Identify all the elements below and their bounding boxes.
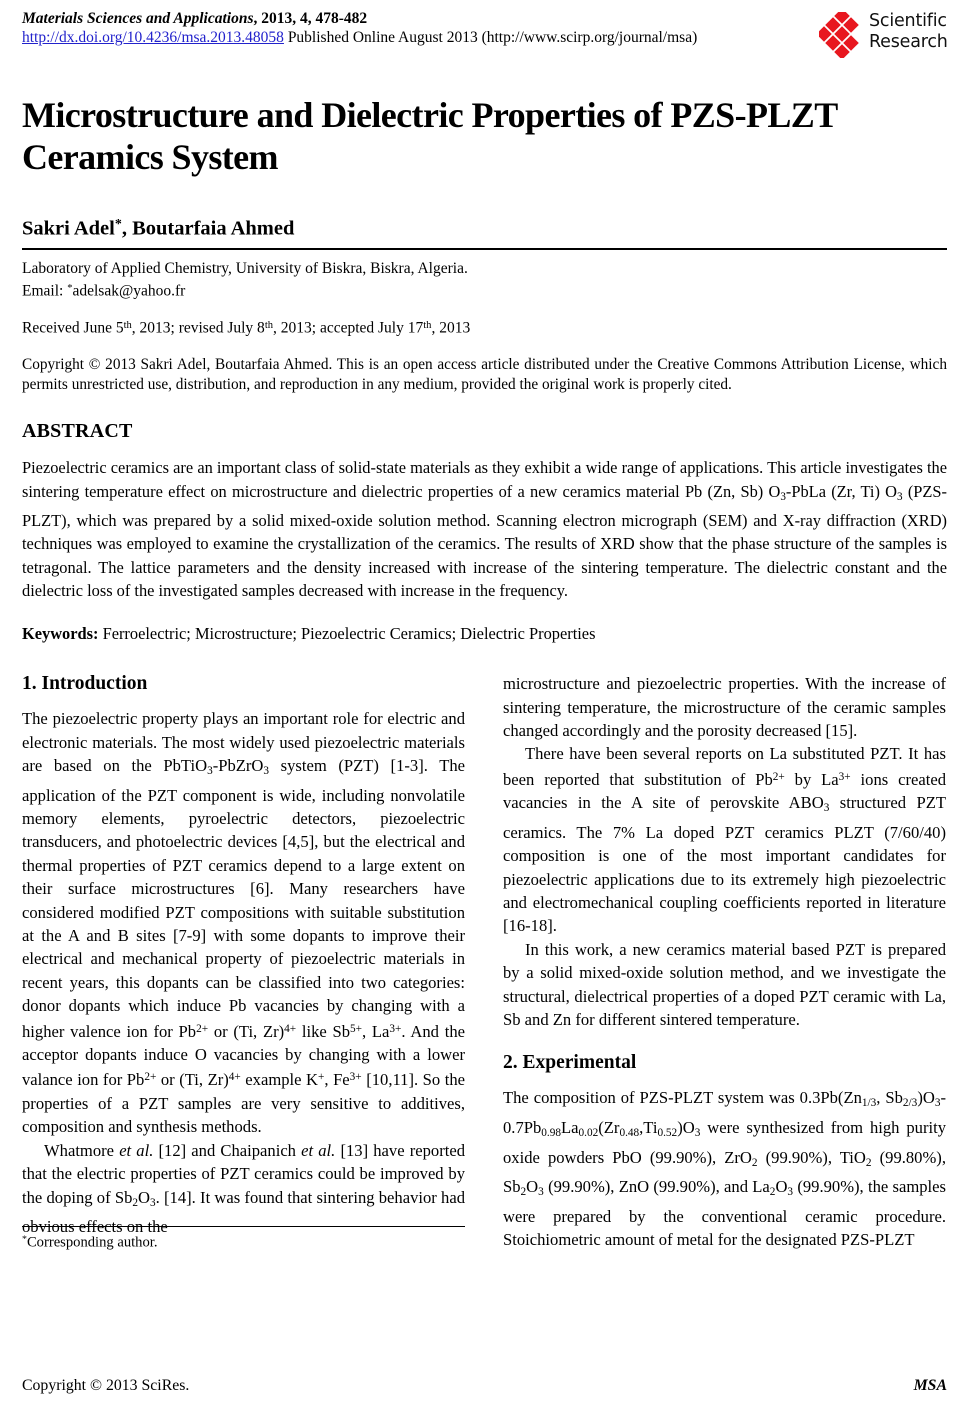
ordinal-th: th bbox=[123, 320, 132, 331]
column-right bbox=[503, 672, 946, 1251]
et-al-italic: et al. bbox=[119, 1140, 154, 1160]
email-marker: * bbox=[67, 282, 73, 294]
email-line: Email: *adelsak@yahoo.fr bbox=[22, 282, 186, 300]
footer-journal-abbrev: MSA bbox=[913, 1377, 947, 1394]
corresponding-author-marker: * bbox=[114, 217, 122, 232]
footnote-block bbox=[22, 1226, 465, 1251]
journal-issue-info: , 2013, 4, 478-482 bbox=[253, 10, 368, 27]
footnote-marker: * bbox=[22, 1234, 27, 1246]
journal-citation-line bbox=[22, 9, 852, 28]
keywords-label: Keywords: bbox=[22, 624, 99, 644]
scientific-research-logo bbox=[817, 8, 953, 62]
masthead-text bbox=[22, 9, 852, 48]
ordinal-th: th bbox=[264, 320, 274, 331]
published-online-note: Published Online August 2013 (http://www.scirp.org/journal/msa) bbox=[283, 29, 698, 46]
paragraph-right-3: In this work, a new ceramics material based PZT is prepared by a solid mixed-oxide solution method, and we investigate the structural, dielectrical properties of a doped PZT ceramic with La, Sb and Zn for different sintered temperature. bbox=[503, 939, 946, 1030]
submission-dates: Received June 5th, 2013; revised July 8th, 2013; accepted July 17th, 2013 bbox=[22, 319, 471, 337]
doi-link[interactable]: http://dx.doi.org/10.4236/msa.2013.48058 bbox=[22, 29, 284, 46]
body-columns bbox=[22, 672, 947, 1251]
author-list: Sakri Adel*, Boutarfaia Ahmed bbox=[22, 217, 295, 240]
logo-line-scientific: Scientific bbox=[869, 11, 947, 31]
copyright-license-paragraph: Copyright © 2013 Sakri Adel, Boutarfaia Ahmed. This is an open access article distributed under the Creative Commons Attribution License, which permits unrestricted use, distribution, and reproduction in any medium, provided the original work is properly cited. bbox=[22, 356, 947, 393]
page-title: Microstructure and Dielectric Properties of PZS-PLZT Ceramics System bbox=[22, 95, 837, 177]
paragraph-right-1: microstructure and piezoelectric properties. With the increase of sintering temperature, the microstructure of the ceramic samples changed accordingly and the porosity decreased [15]. bbox=[503, 674, 946, 740]
author-divider bbox=[22, 248, 947, 250]
footer-copyright: Copyright © 2013 SciRes. bbox=[22, 1377, 190, 1394]
logo-wordmark bbox=[869, 11, 948, 53]
abstract-text: Piezoelectric ceramics are an important class of solid-state materials as they exhibit a wide range of applications. This article investigates the sintering temperature effect on microstructure and dielectric properties of a new ceramics material Pb (Zn, Sb) $O_3$-PbLa (Zr, Ti) $O_3$ (PZS-PLZT), which was prepared by a solid mixed-oxide solution method. Scanning electron micrograph (SEM) and X-ray diffraction (XRD) techniques was employed to examine the crystallization of the ceramics. The results of XRD show that the phase structure of the samples is tetragonal. The lattice parameters and the density increased with increase of the sintering temperature. The dielectric constant and the dielectric loss of the investigated samples decreased with increase in the frequency. bbox=[22, 458, 948, 600]
paragraph-intro-2: Whatmore et al. [12] and Chaipanich et al. [13] have reported that the electric properties of PZT ceramics could be improved by the doping of $Sb_2O_3$. [14]. It was found that sintering behavior had obvious effects on the bbox=[22, 1140, 466, 1237]
column-left bbox=[22, 672, 465, 1251]
section-heading-introduction: 1. Introduction bbox=[22, 673, 148, 695]
keywords-value: Ferroelectric; Microstructure; Piezoelectric Ceramics; Dielectric Properties bbox=[98, 624, 596, 644]
journal-name: Materials Sciences and Applications bbox=[22, 10, 254, 27]
logo-line-research: Research bbox=[869, 32, 948, 52]
masthead bbox=[22, 8, 947, 66]
diamond-pattern-icon bbox=[819, 12, 865, 58]
section-heading-experimental: 2. Experimental bbox=[503, 1052, 637, 1074]
et-al-italic: et al. bbox=[301, 1140, 336, 1160]
doi-line bbox=[22, 28, 852, 48]
footnote-text: *Corresponding author. bbox=[22, 1234, 158, 1251]
page-footer bbox=[22, 1377, 947, 1395]
keywords-line bbox=[22, 622, 947, 645]
paragraph-right-2: There have been several reports on La substituted PZT. It has been reported that substitution of $Pb^{2+}$ by $La^{3+}$ ions created vacancies in the A site of perovskite $ABO_3$ structured PZT ceramics. The 7% La doped PZT ceramics PLZT (7/60/40) composition is one of the most important candidates for piezoelectric applications due to its extremely high piezoelectric and electromechanical coupling coefficients reported in literature [16-18]. bbox=[503, 744, 946, 936]
paragraph-intro-1: The piezoelectric property plays an important role for electric and electronic materials. The most widely used piezoelectric materials are based on the PbTiO$_3$-PbZrO$_3$ system (PZT) [1-3]. The application of the PZT component is wide, including nonvolatile memory elements, pyroelectric detectors, piezoelectric transducers, and photoelectric devices [4,5], but the electrical and thermal properties of PZT ceramics depend to a large extent on their surface microstructures [6]. Many researchers have considered modified PZT compositions with suitable substitution at the A and B sites [7-9] with some dopants to improve their electrical and mechanical property of piezoelectric materials in recent years, this dopants can be classified into two categories: donor dopants which induce Pb vacancies by changing with a higher valence ion for $Pb^{2+}$ or (Ti, Zr)$^{4+}$ like $Sb^{5+}$, $La^{3+}$. And the acceptor dopants induce O vacancies by changing with a lower valance ion for $Pb^{2+}$ or (Ti, Zr)$^{4+}$ example K+, $Fe^{3+}$ [10,11]. So the properties of a PZT samples are very sensitive to additives, composition and synthesis methods. bbox=[22, 709, 465, 1137]
ordinal-th: th bbox=[423, 320, 432, 331]
paragraph-experimental-1: The composition of PZS-PLZT system was $0.3Pb(Zn_{1/3}$, $Sb_{2/3})O_3-0.7Pb_{0.98}La_{0.02}(Zr_{0.48},Ti_{0.52})O_3$ were synthesized from high purity oxide powders PbO (99.90%), ZrO$_2$ (99.90%), TiO$_2$ (99.80%), $Sb_2O_3$ (99.90%), ZnO (99.90%), and $La_2O_3$ (99.90%), the samples were prepared by the conventional ceramic procedure. Stoichiometric amount of metal for the designated PZS-PLZT bbox=[503, 1088, 947, 1250]
affiliation-block bbox=[22, 259, 947, 301]
abstract-heading: ABSTRACT bbox=[22, 420, 133, 443]
footnote-divider bbox=[22, 1226, 465, 1227]
affiliation-line: Laboratory of Applied Chemistry, University of Biskra, Biskra, Algeria. bbox=[22, 260, 468, 278]
